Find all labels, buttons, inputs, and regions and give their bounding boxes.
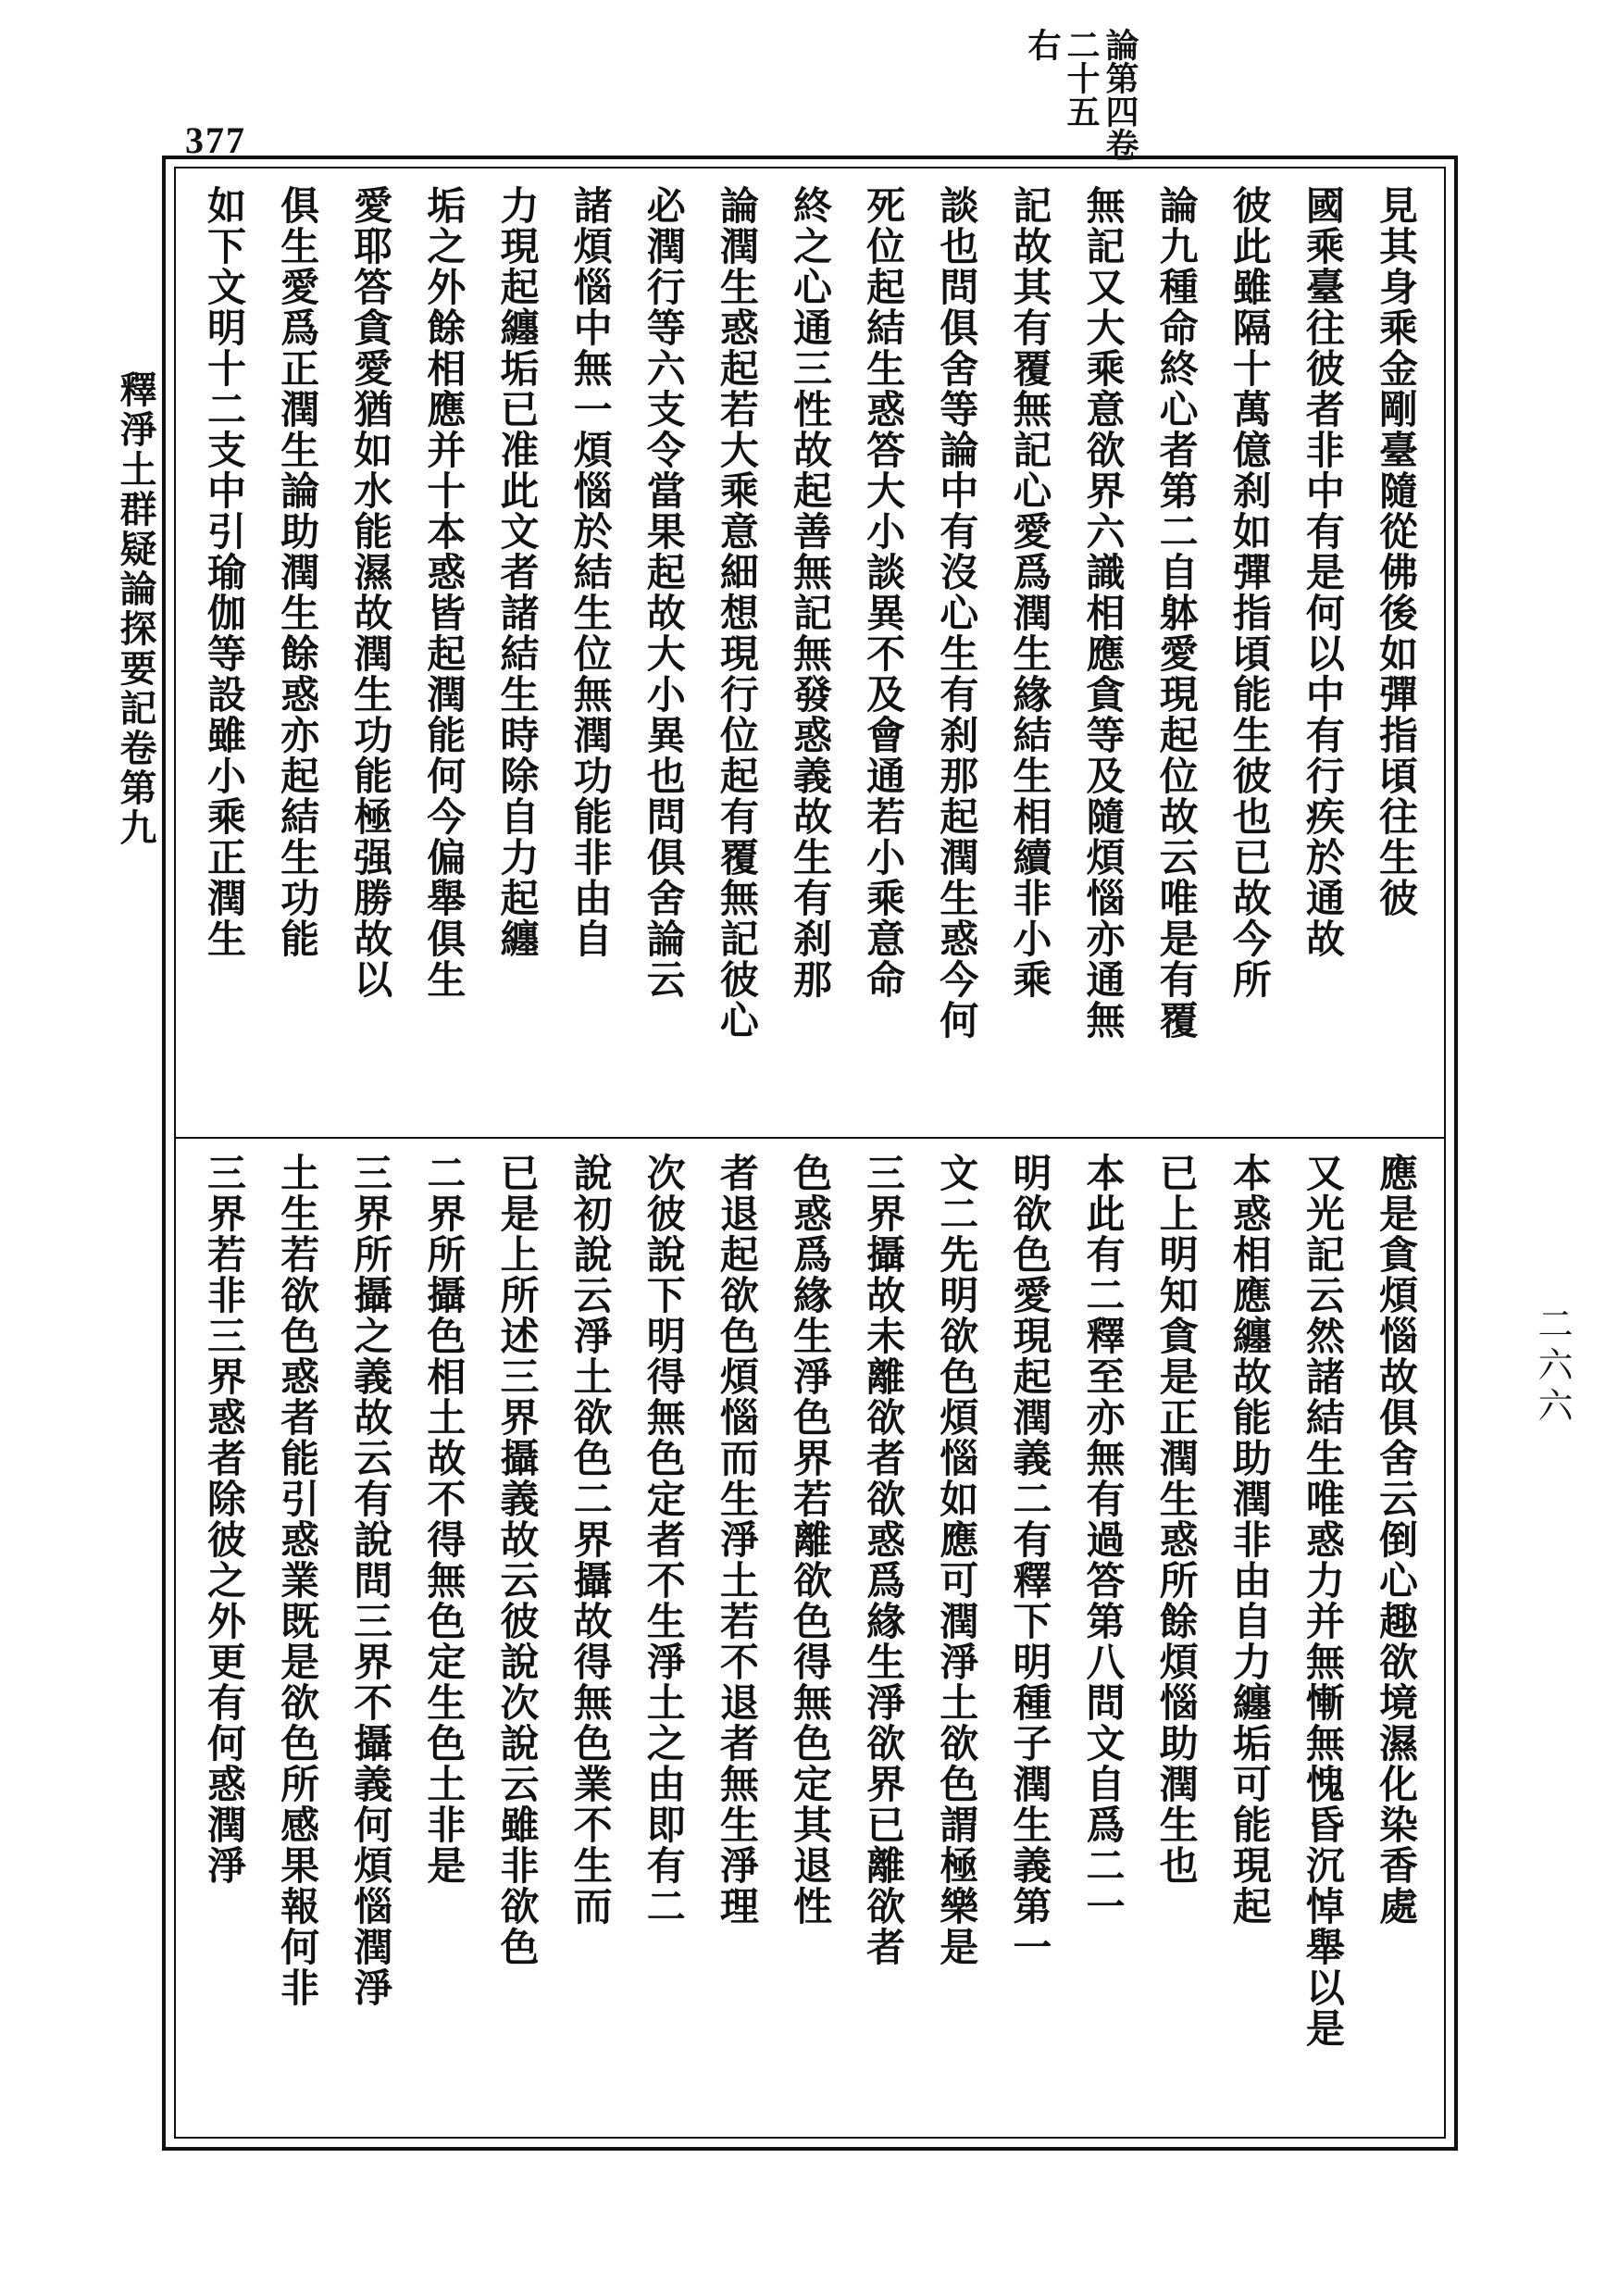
text-column: 談也問俱舍等論中有沒心生有刹那起潤生惑今何 bbox=[934, 185, 980, 1041]
text-column: 說初說云淨土欲色二界攝故得無色業不生而 bbox=[567, 1153, 614, 1927]
text-column: 愛耶答貪愛猶如水能濕故潤生功能極强勝故以 bbox=[348, 185, 394, 1000]
text-column: 如下文明十二支中引瑜伽等設雖小乘正潤生 bbox=[202, 185, 247, 959]
text-column: 力現起纏垢已准此文者諸結生時除自力起纏 bbox=[494, 185, 541, 959]
text-column: 本此有二釋至亦無有過答第八問文自爲二一 bbox=[1080, 1153, 1126, 1927]
source-reference bbox=[990, 28, 1139, 167]
source-ref-line: 論第四卷 bbox=[1101, 28, 1139, 161]
text-column: 已上明知貪是正潤生惑所餘煩惱助潤生也 bbox=[1153, 1153, 1200, 1886]
text-column: 又光記云然諸結生唯惑力并無慚無愧昏沉悼舉以是 bbox=[1300, 1153, 1346, 2049]
upper-text-block bbox=[190, 185, 1430, 1120]
text-column: 者退起欲色煩惱而生淨土若不退者無生淨理 bbox=[714, 1153, 760, 1927]
source-ref-line: 二十五 bbox=[1062, 28, 1101, 128]
text-column: 已是上所述三界攝義故云彼說次說云雖非欲色 bbox=[494, 1153, 541, 1967]
text-column: 論潤生惑起若大乘意細想現行位起有覆無記彼心 bbox=[714, 185, 760, 1041]
text-column: 三界攝故未離欲者欲惑爲緣生淨欲界已離欲者 bbox=[861, 1153, 907, 1967]
text-column: 文二先明欲色煩惱如應可潤淨土欲色謂極樂是 bbox=[934, 1153, 980, 1967]
text-column: 土生若欲色惑者能引惑業既是欲色所感果報何非 bbox=[275, 1153, 321, 2008]
text-column: 終之心通三性故起善無記無發惑義故生有刹那 bbox=[788, 185, 833, 1000]
text-column: 俱生愛爲正潤生論助潤生餘惑亦起結生功能 bbox=[275, 185, 321, 959]
folio-number: 二六六 bbox=[1532, 1305, 1573, 1428]
text-column: 二界所攝色相土故不得無色定生色土非是 bbox=[421, 1153, 467, 1886]
text-column: 彼此雖隔十萬億刹如彈指頃能生彼也已故今所 bbox=[1226, 185, 1273, 1000]
source-ref-line: 右 bbox=[1023, 28, 1062, 61]
page-number: 377 bbox=[185, 119, 246, 161]
text-column: 國乘臺往彼者非中有是何以中有行疾於通故 bbox=[1300, 185, 1346, 959]
text-column: 應是貪煩惱故俱舍云倒心趣欲境濕化染香處 bbox=[1374, 1153, 1419, 1927]
text-column: 垢之外餘相應并十本惑皆起潤能何今偏舉俱生 bbox=[421, 185, 467, 1000]
text-column: 論九種命終心者第二自躰愛現起位故云唯是有覆 bbox=[1153, 185, 1200, 1041]
section-divider bbox=[174, 1137, 1446, 1139]
text-column: 必潤行等六支令當果起故大小異也問俱舍論云 bbox=[641, 185, 687, 1000]
text-column: 諸煩惱中無一煩惱於結生位無潤功能非由自 bbox=[567, 185, 614, 959]
book-title: 釋淨土群疑論探要記卷第九 bbox=[114, 370, 157, 848]
lower-text-block bbox=[190, 1153, 1430, 2125]
text-column: 次彼說下明得無色定者不生淨土之由即有二 bbox=[641, 1153, 687, 1927]
text-column: 三界若非三界惑者除彼之外更有何惑潤淨 bbox=[202, 1153, 247, 1886]
text-column: 見其身乘金剛臺隨從佛後如彈指頃往生彼 bbox=[1374, 185, 1419, 918]
text-column: 本惑相應纏故能助潤非由自力纏垢可能現起 bbox=[1226, 1153, 1273, 1927]
text-column: 三界所攝之義故云有說問三界不攝義何煩惱潤淨 bbox=[348, 1153, 394, 2008]
text-column: 死位起結生惑答大小談異不及會通若小乘意命 bbox=[861, 185, 907, 1000]
text-column: 無記又大乘意欲界六識相應貪等及隨煩惱亦通無 bbox=[1080, 185, 1126, 1041]
text-column: 明欲色愛現起潤義二有釋下明種子潤生義第一 bbox=[1007, 1153, 1053, 1967]
text-column: 色惑爲緣生淨色界若離欲色得無色定其退性 bbox=[788, 1153, 833, 1927]
text-column: 記故其有覆無記心愛爲潤生緣結生相續非小乘 bbox=[1007, 185, 1053, 1000]
